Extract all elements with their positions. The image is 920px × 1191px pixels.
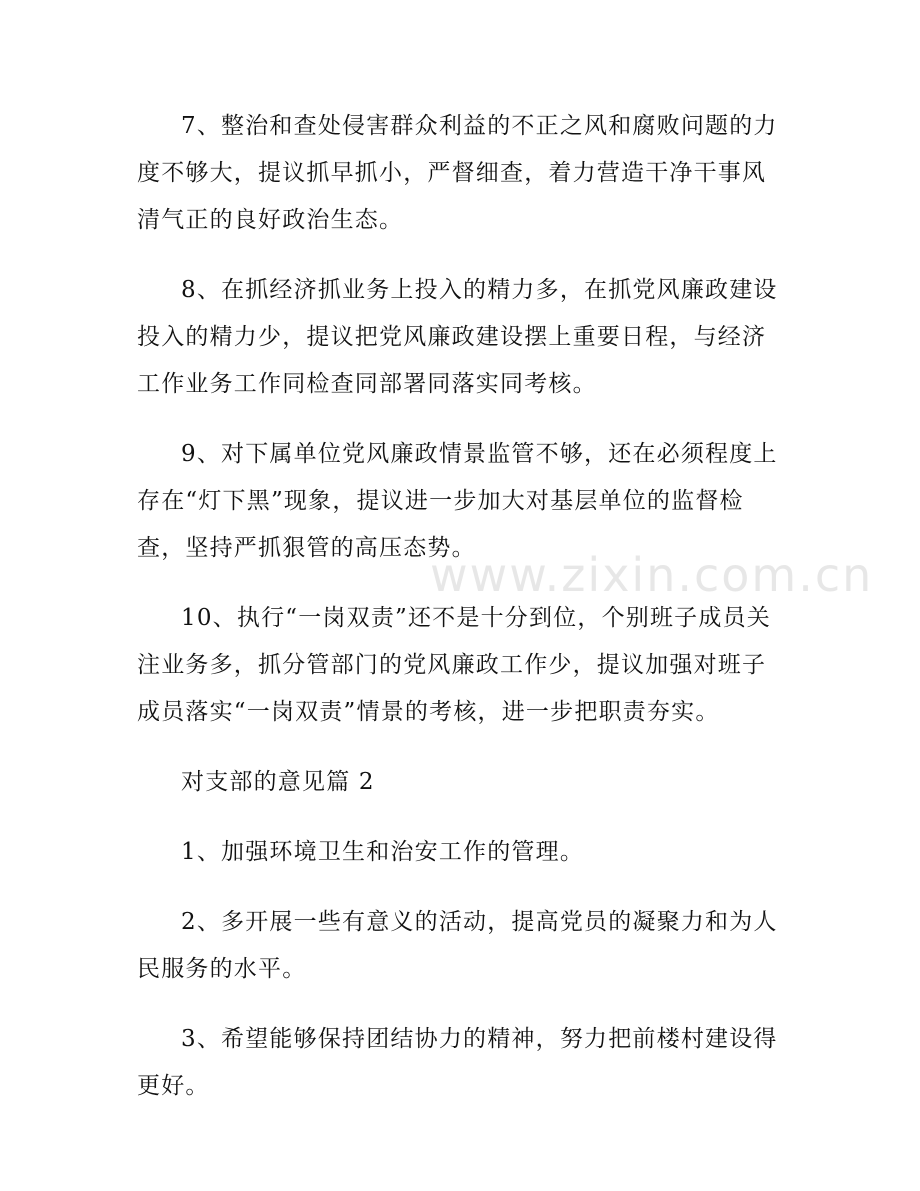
document-body <box>137 103 787 1133</box>
paragraph-item-3: 3、希望能够保持团结协力的精神，努力把前楼村建设得更好。 <box>137 1026 778 1099</box>
section-heading: 对支部的意见篇 2 <box>181 769 375 795</box>
paragraph-item-7: 7、整治和查处侵害群众利益的不正之风和腐败问题的力度不够大，提议抓早抓小，严督细查，着力营造干净干事风清气正的良好政治生态。 <box>137 113 778 233</box>
paragraph-item-9: 9、对下属单位党风廉政情景监管不够，还在必须程度上存在“灯下黑”现象，提议进一步加大对基层单位的监督检查，坚持严抓狠管的高压态势。 <box>137 441 778 561</box>
paragraph-item-8: 8、在抓经济抓业务上投入的精力多，在抓党风廉政建设投入的精力少，提议把党风廉政建设摆上重要日程，与经济工作业务工作同检查同部署同落实同考核。 <box>137 277 778 397</box>
paragraph-item-10: 10、执行“一岗双责”还不是十分到位，个别班子成员关注业务多，抓分管部门的党风廉政工作少，提议加强对班子成员落实“一岗双责”情景的考核，进一步把职责夯实。 <box>137 605 771 725</box>
paragraph-item-2: 2、多开展一些有意义的活动，提高党员的凝聚力和为人民服务的水平。 <box>137 909 778 982</box>
paragraph-item-1: 1、加强环境卫生和治安工作的管理。 <box>181 839 585 865</box>
watermark: www.zixin.com.cn <box>430 548 874 602</box>
